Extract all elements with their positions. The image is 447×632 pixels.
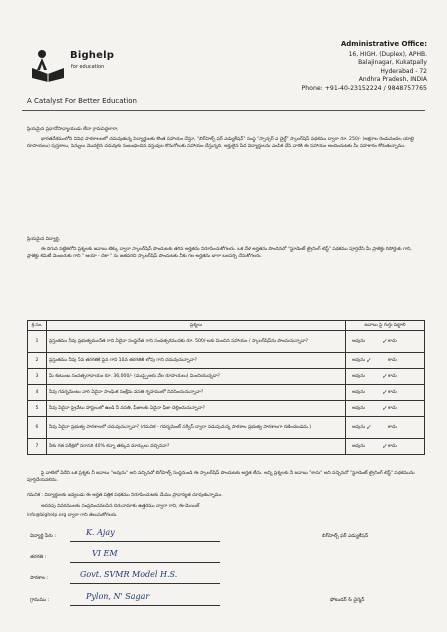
village-value[interactable]: Pylon, N' Sagar <box>86 592 150 601</box>
row-number: 2 <box>28 353 47 369</box>
answer-cell <box>346 369 425 385</box>
answer-cell <box>346 385 425 401</box>
table-row <box>28 353 425 369</box>
question-text: నీవు ఏదైనా ప్రైవేటు హాస్టలులో ఉండి నీ వసతి, ఫీజులకు ఏదైనా ఫీజు చెల్లించుచున్నావా? <box>47 401 346 417</box>
answer-yes-option[interactable]: అవును <box>352 373 366 379</box>
student-name-label: విద్యార్థి పేరు : <box>30 534 57 539</box>
office-line: Andhra Pradesh, INDIA <box>358 76 427 84</box>
table-row <box>28 369 425 385</box>
checkmark-icon: ✓ <box>382 404 388 413</box>
school-label: పాఠశాల : <box>30 576 49 581</box>
answer-cell <box>346 417 425 439</box>
table-row <box>28 401 425 417</box>
table-header-row <box>28 321 425 331</box>
question-text: నీవు గవర్నమెంటు వారి ఏదైనా సాంఘిక సంక్షేమ వసతి గృహములో నివసించుచున్నావా? <box>47 385 346 401</box>
greeting-student: ప్రియమైన విద్యార్థి, <box>27 237 61 242</box>
question-text: మీ కుటుంబ సంవత్సరాదాయం రూ. 36,000/- (ముప్పైఆరు వేల రూపాయలు) మించియున్నదా? <box>47 369 346 385</box>
checkmark-icon: ✓ <box>382 337 388 346</box>
answer-cell <box>346 401 425 417</box>
header-divider <box>22 110 425 111</box>
school-line <box>70 583 220 584</box>
office-title: Administrative Office: <box>340 40 427 48</box>
office-address <box>227 40 427 94</box>
row-number: 3 <box>28 369 47 385</box>
answer-no-option[interactable]: కాదు <box>388 405 397 411</box>
answer-no-option[interactable]: కాదు <box>388 357 397 363</box>
student-name-value[interactable]: K. Ajay <box>86 528 115 537</box>
answer-cell <box>346 353 425 369</box>
answer-cell <box>346 331 425 353</box>
intro-paragraph: భారతదేశములోని వివిధ పాఠశాలలలో చదువుతున్న విద్యార్థులకు కొంత సహాయం చేస్తూ, "బిగ్‌హెల్ప్ ఫర్ ఎడ్యుకేషన్" సంస్థ "స్పాన్సర్ ఎ చైల్డ్" స్కాలర్‌షిప్ పథకము ద్వారా రూ. 250/- (అక్షరాల రెండువందల యాభై రూపాయలు) పుస్తకాలు, పెన్నులు మొదలైన చదువుకు సంబంధించిన వస్తువుల కొనుగోలుకు సహాయం చేస్తున్నది. అర్హులైన పేద విద్యార్థులను ఎంపిక చేసి వారికి ఈ సహాయం అందించుటకు మీ సహకారం కోరుతున్నాము. <box>27 137 414 149</box>
answer-no-option[interactable]: కాదు <box>388 338 397 344</box>
contact-paragraph: అదనపు వివరములకు సంప్రదించవలసిన చిరునామాకు ఉత్తరము ద్వారా గాని, ఈ-మెయిల్ <box>41 504 200 509</box>
closing-paragraph: పై వాటిలో ఏదేని ఒక ప్రశ్నకు నీ జవాబు "అవును" అని వచ్చినచో బిగ్‌హెల్ప్ సంస్థనుండి ఈ స్కాలర్‌షిప్ పొందుటకు అర్హత లేదు. అన్ని ప్రశ్నలకు నీ జవాబు "కాదు" అని వచ్చినచో "స్టూడెంట్ ట్రైనింగ్ టెస్ట్" పథకమును పూర్తిచేయవలెను. <box>27 471 415 483</box>
question-text: ప్రస్తుతము నీవు 5వ తరగతికి పైన గాని 10వ తరగతికి లోపు గాని చదువుచున్నావా? <box>47 353 346 369</box>
checkmark-icon: ✓ <box>366 423 372 432</box>
answer-yes-option[interactable]: అవును <box>352 424 366 430</box>
question-text: నీవు ఏదైనా ప్రభుత్వ పాఠశాలలో చదువుచున్నావా? (గమనిక - గవర్నమెంట్ సర్వీస్ ద్వారా నడుపుచున్న పాఠశాల ప్రభుత్వ పాఠశాలగా గణించబడదు.) <box>47 417 346 439</box>
table-row <box>28 439 425 455</box>
column-header-question: ప్రశ్నలు <box>47 321 346 331</box>
answer-yes-option[interactable]: అవును <box>352 389 366 395</box>
email-line: info@bighelp.org ద్వారా గాని తెలుసుకోగలరు. <box>27 513 118 518</box>
note-text: గమనిక : విద్యార్థులకు ఇవ్వబడు ఈ అర్హత పత్రిక పథకము నిరూపించుటకు మేము ప్రాధాన్యత చూపుతున్నాము. <box>27 493 223 498</box>
office-phone: Phone: +91-40-23152224 / 9848757765 <box>301 84 427 92</box>
village-label: గ్రామము : <box>30 598 50 603</box>
village-line <box>70 605 220 606</box>
answer-yes-option[interactable]: అవును <box>352 405 366 411</box>
eligibility-table <box>27 320 425 455</box>
table-row <box>28 385 425 401</box>
row-number: 5 <box>28 401 47 417</box>
table-row <box>28 417 425 439</box>
brand-name: Bighelp <box>70 50 115 61</box>
office-line: Balajinagar, Kukatpally <box>358 59 427 67</box>
office-line: 16, HIGH. (Duplex), APHB. <box>348 50 427 58</box>
table-row <box>28 331 425 353</box>
checkmark-icon: ✓ <box>366 356 372 365</box>
student-name-line <box>70 541 220 542</box>
class-line <box>70 562 220 563</box>
question-text: నీకు గత పరీక్షలో సరాసరి 40% కన్నా తక్కువ మార్కులు వచ్చినవా? <box>47 439 346 455</box>
answer-no-option[interactable]: కాదు <box>388 373 397 379</box>
checkmark-icon: ✓ <box>382 372 388 381</box>
answer-yes-option[interactable]: అవును <box>352 338 366 344</box>
greeting-parent: ప్రియమైన ప్రధానోపాధ్యాయుడు లేదా గ్రామపెద్దలారా, <box>27 127 119 132</box>
row-number: 6 <box>28 417 47 439</box>
row-number: 7 <box>28 439 47 455</box>
answer-no-option[interactable]: కాదు <box>388 424 397 430</box>
office-line: Hyderabad - 72 <box>380 67 427 75</box>
answer-yes-option[interactable]: అవును <box>352 443 366 449</box>
column-header-no: క్ర.సం. <box>28 321 47 331</box>
class-label: తరగతి : <box>30 555 47 560</box>
bighelp-logo-icon <box>28 44 68 84</box>
row-number: 1 <box>28 331 47 353</box>
answer-yes-option[interactable]: అవును <box>352 357 366 363</box>
brand-subtitle: for education <box>71 64 105 70</box>
answer-no-option[interactable]: కాదు <box>388 389 397 395</box>
answer-cell <box>346 439 425 455</box>
founder-sign-label: ఫోటుడర్ & చైర్మెన్ <box>330 598 365 603</box>
answer-no-option[interactable]: కాదు <box>388 443 397 449</box>
instructions-paragraph: ఈ దిగువ పట్టికలోని ప్రశ్నలకు జవాబు టిక్కు ద్వారా స్కాలర్‌షిప్ పొందుటకు తగిన అర్హతను నిరూపించుకోగలరు. ఒక వేళ అర్హతను పొందినచో "స్టూడెంట్ ట్రైనింగ్ టెస్ట్" పథకము పూర్తిచేసి మీ ప్రాజెక్టు రిపోర్టుకు గాని, ప్రాజెక్టు కమిటీ మెంబరుకు గాని " ఆయా - చెకా " ను జతపరచి స్కాలర్‌షిప్ పొందుటకు నీకు గల అర్హతను బాగా బలపర్చి చేసుకోగలరు. <box>27 247 412 259</box>
tagline: A Catalyst For Better Education <box>27 97 137 105</box>
organization-sign-label: బిగ్‌హెల్ప్ ఫర్ ఎడ్యుకేషన్ <box>322 534 369 539</box>
question-text: ప్రస్తుతము నీవు ప్రభుత్వముచేత గాని ఏదైనా సంస్థచేత గాని సంవత్సరమునకు రూ. 500/-లకు మించిన సహాయం / స్కాలర్‌షిప్‌ను పొందుచున్నావా? <box>47 331 346 353</box>
checkmark-icon: ✓ <box>382 442 388 451</box>
checkmark-icon: ✓ <box>382 388 388 397</box>
class-value[interactable]: VI EM <box>92 549 118 558</box>
row-number: 4 <box>28 385 47 401</box>
column-header-answer: జవాబు పై గుర్తు పెట్టాలి <box>346 321 425 331</box>
school-value[interactable]: Govt. SVMR Model H.S. <box>80 570 178 579</box>
